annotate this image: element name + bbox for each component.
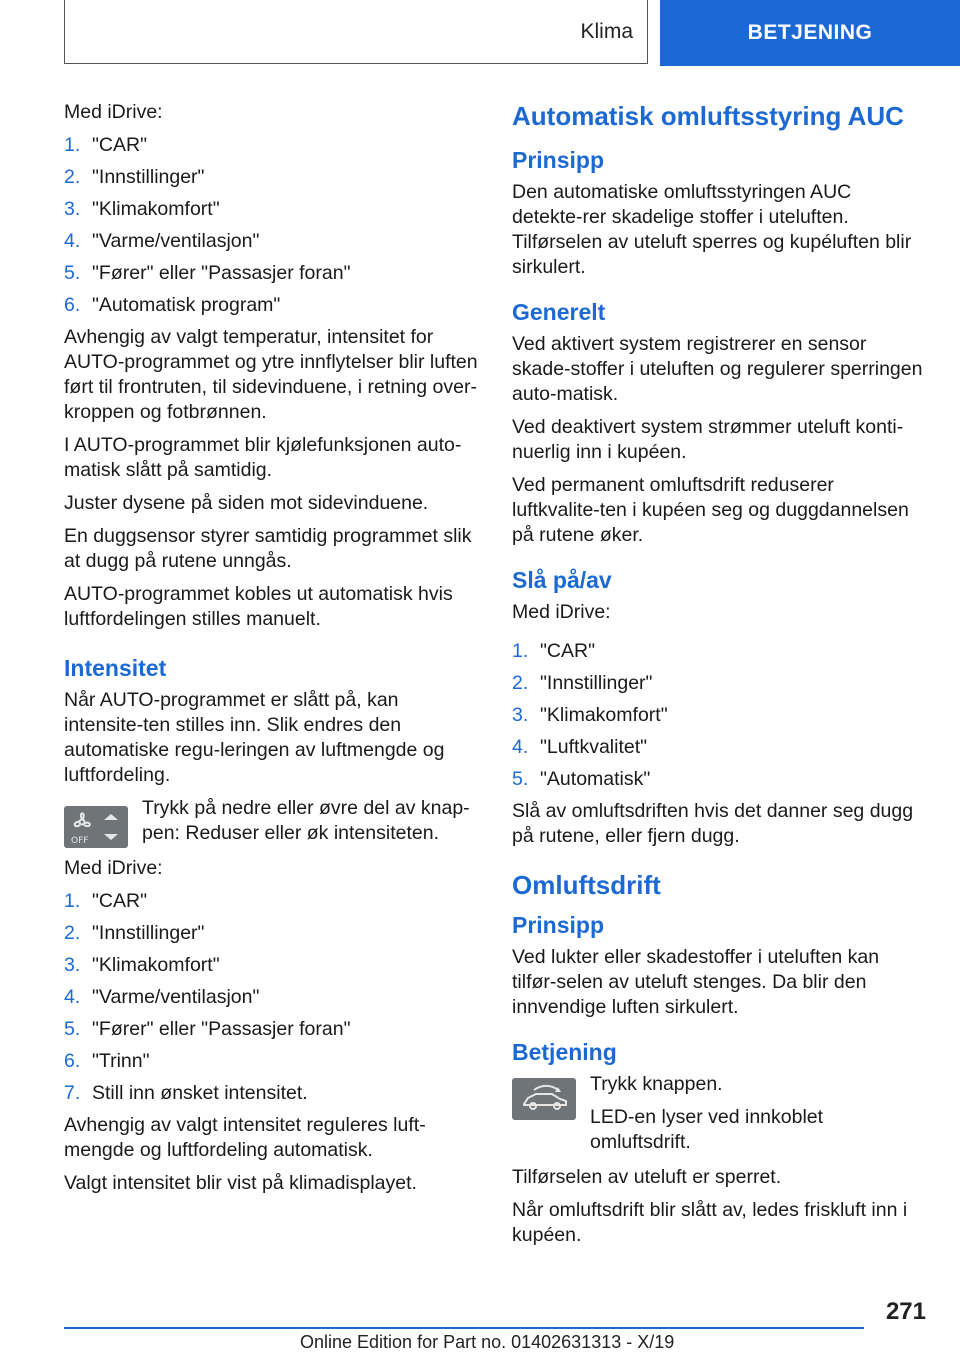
steps-list-auto	[64, 133, 482, 318]
right-column	[512, 100, 927, 1256]
idrive-intro: Med iDrive:	[64, 857, 163, 879]
paragraph: Når omluftsdrift blir slått av, ledes friskluft inn i kupéen.	[512, 1199, 908, 1246]
fan-button-instruction	[64, 796, 482, 848]
heading-betjening: Betjening	[512, 1039, 617, 1065]
heading-omluftsdrift: Omluftsdrift	[512, 870, 661, 900]
idrive-intro: Med iDrive:	[64, 101, 163, 123]
section-tab-klima	[64, 0, 648, 64]
list-item: 2. "Innstillinger"	[64, 166, 205, 188]
heading-auc: Automatisk omluftsstyring AUC	[512, 101, 904, 131]
paragraph: Tilførselen av uteluft er sperret.	[512, 1166, 782, 1188]
heading-prinsipp-2: Prinsipp	[512, 912, 605, 938]
recirculation-button-icon	[512, 1078, 576, 1120]
paragraph: Valgt intensitet blir vist på klimadisplayet.	[64, 1172, 417, 1194]
paragraph: Ved aktivert system registrerer en sensor skade-stoffer i uteluften og regulerer sperringen auto-matisk.	[512, 333, 923, 405]
paragraph: I AUTO-programmet blir kjølefunksjonen auto-matisk slått på samtidig.	[64, 434, 462, 481]
paragraph: Avhengig av valgt intensitet reguleres luft-mengde og luftfordeling automatisk.	[64, 1114, 426, 1161]
heading-generelt: Generelt	[512, 299, 606, 325]
paragraph: Ved permanent omluftsdrift reduserer luftkvalite-ten i kupéen seg og duggdannelsen på rutene øker.	[512, 474, 909, 546]
chapter-tab-betjening	[660, 0, 960, 66]
page-number: 271	[885, 1298, 926, 1325]
list-item: 6. "Automatisk program"	[64, 294, 281, 316]
list-item: 4. "Varme/ventilasjon"	[64, 230, 260, 252]
led-text: LED-en lyser ved innkoblet omluftsdrift.	[590, 1106, 824, 1153]
chapter-title: BETJENING	[747, 21, 873, 44]
svg-text:OFF: OFF	[71, 836, 89, 846]
heading-prinsipp: Prinsipp	[512, 147, 605, 173]
footer-divider	[64, 1327, 864, 1329]
list-item: 3. "Klimakomfort"	[64, 198, 220, 220]
paragraph: En duggsensor styrer samtidig programmet slik at dugg på rutene unngås.	[64, 525, 472, 572]
left-column	[64, 100, 482, 1204]
heading-intensitet: Intensitet	[64, 655, 167, 681]
paragraph: Når AUTO-programmet er slått på, kan intensite-ten stilles inn. Slik endres den automatiske regu-leringen av luftmengde og luftfordeling.	[64, 689, 445, 786]
list-item: 1. "CAR"	[512, 640, 596, 662]
list-item: 4. "Luftkvalitet"	[512, 736, 648, 758]
page-header	[0, 0, 960, 66]
footer-edition: Online Edition for Part no. 01402631313 - X/19	[300, 1332, 675, 1352]
list-item: 3. "Klimakomfort"	[512, 704, 668, 726]
list-item: 3. "Klimakomfort"	[64, 954, 220, 976]
list-item: 1. "CAR"	[64, 134, 148, 156]
section-title: Klima	[580, 19, 633, 43]
fan-button-text: Trykk på nedre eller øvre del av knap-pen: Reduser eller øk intensiteten.	[142, 797, 470, 844]
paragraph: Ved deaktivert system strømmer uteluft konti-nuerlig inn i kupéen.	[512, 416, 904, 463]
list-item: 6. "Trinn"	[64, 1050, 150, 1072]
steps-list-intensity	[64, 889, 482, 1106]
list-item: 2. "Innstillinger"	[64, 922, 205, 944]
paragraph: Ved lukter eller skadestoffer i uteluften kan tilfør-selen av uteluft stenges. Da blir den innvendige luften sirkulert.	[512, 946, 880, 1018]
list-item: 5. "Fører" eller "Passasjer foran"	[64, 262, 351, 284]
list-item: 5. "Fører" eller "Passasjer foran"	[64, 1018, 351, 1040]
list-item: 2. "Innstillinger"	[512, 672, 653, 694]
recirculation-button-instruction	[512, 1072, 927, 1163]
press-button-text: Trykk knappen.	[590, 1073, 723, 1095]
paragraph: Juster dysene på siden mot sidevinduene.	[64, 492, 429, 514]
paragraph: Slå av omluftsdriften hvis det danner seg dugg på rutene, eller fjern dugg.	[512, 800, 914, 847]
idrive-intro: Med iDrive:	[512, 601, 611, 623]
list-item: 5. "Automatisk"	[512, 768, 651, 790]
paragraph: Avhengig av valgt temperatur, intensitet for AUTO-programmet og ytre innflytelser blir luften ført til frontruten, til sidevinduene, i retning over-kroppen og fotbrønnen.	[64, 326, 478, 423]
list-item: 4. "Varme/ventilasjon"	[64, 986, 260, 1008]
paragraph: Den automatiske omluftsstyringen AUC detekte-rer skadelige stoffer i uteluften. Tilførselen av uteluft sperres og kupéluften blir sirkulert.	[512, 181, 912, 278]
list-item: 1. "CAR"	[64, 890, 148, 912]
paragraph: AUTO-programmet kobles ut automatisk hvis luftfordelingen stilles manuelt.	[64, 583, 453, 630]
steps-list-auc	[512, 639, 927, 792]
heading-slaa-paa-av: Slå på/av	[512, 567, 612, 593]
fan-button-icon	[64, 806, 128, 848]
list-item: 7. Still inn ønsket intensitet.	[64, 1082, 308, 1104]
